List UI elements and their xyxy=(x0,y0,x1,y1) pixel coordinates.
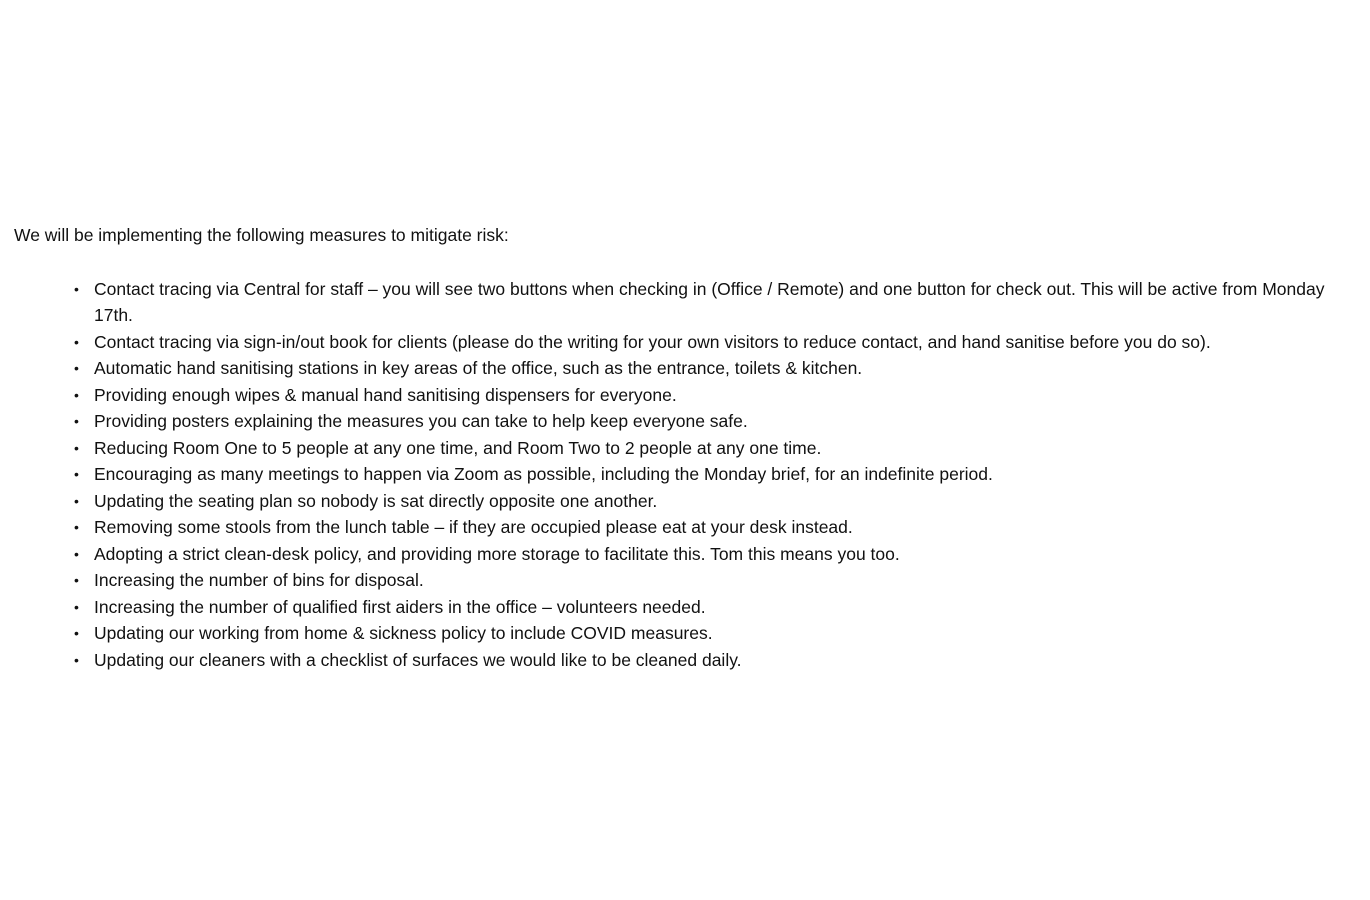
measure-item xyxy=(74,329,1359,356)
bullet-icon: • xyxy=(74,545,79,562)
measure-text: Updating our working from home & sickness policy to include COVID measures. xyxy=(94,623,713,643)
intro-text: We will be implementing the following measures to mitigate risk: xyxy=(14,225,509,245)
measure-text: Providing enough wipes & manual hand sanitising dispensers for everyone. xyxy=(94,384,677,405)
measure-text: Increasing the number of bins for disposal. xyxy=(94,570,424,590)
measure-item xyxy=(74,567,1359,594)
measure-text: Increasing the number of qualified first aiders in the office – volunteers needed. xyxy=(94,596,706,617)
bullet-icon: • xyxy=(74,598,79,615)
measure-item xyxy=(74,647,1359,674)
measure-item xyxy=(74,541,1359,568)
measure-text: Updating our cleaners with a checklist of surfaces we would like to be cleaned daily. xyxy=(94,649,742,670)
measure-text: Reducing Room One to 5 people at any one time, and Room Two to 2 people at any one time. xyxy=(94,437,822,458)
measure-item xyxy=(74,382,1359,409)
bullet-icon: • xyxy=(74,492,79,509)
bullet-icon: • xyxy=(74,466,79,482)
bullet-icon: • xyxy=(74,519,79,535)
measure-text: Encouraging as many meetings to happen via Zoom as possible, including the Monday brief, for an indefinite period. xyxy=(94,464,993,484)
measure-text: Contact tracing via sign-in/out book for clients (please do the writing for your own visitors to reduce contact, and hand sanitise before you do so). xyxy=(94,331,1211,352)
bullet-icon: • xyxy=(74,651,79,668)
bullet-icon: • xyxy=(74,625,79,641)
measures-list xyxy=(14,276,1359,674)
bullet-icon: • xyxy=(74,280,79,297)
measure-text: Automatic hand sanitising stations in key areas of the office, such as the entrance, toilets & kitchen. xyxy=(94,358,863,378)
bullet-icon: • xyxy=(74,413,79,429)
bullet-icon: • xyxy=(74,439,79,456)
bullet-icon: • xyxy=(74,333,79,350)
measure-item xyxy=(74,461,1359,488)
bullet-icon: • xyxy=(74,386,79,403)
measure-text: Contact tracing via Central for staff – you will see two buttons when checking in (Office / Remote) and one button for check out. This will be active from Monday 17th. xyxy=(94,278,1325,325)
measure-item xyxy=(74,594,1359,621)
measure-text: Providing posters explaining the measures you can take to help keep everyone safe. xyxy=(94,411,748,431)
bullet-icon: • xyxy=(74,572,79,588)
measure-text: Adopting a strict clean-desk policy, and providing more storage to facilitate this. Tom this means you too. xyxy=(94,543,900,564)
bullet-icon: • xyxy=(74,360,79,376)
measure-item xyxy=(74,514,1359,541)
measure-text: Removing some stools from the lunch table – if they are occupied please eat at your desk instead. xyxy=(94,517,853,537)
measure-item xyxy=(74,488,1359,515)
measure-item xyxy=(74,408,1359,435)
measure-item xyxy=(74,276,1359,329)
measure-item xyxy=(74,435,1359,462)
document-body xyxy=(14,222,1359,673)
measure-item xyxy=(74,355,1359,382)
measure-text: Updating the seating plan so nobody is sat directly opposite one another. xyxy=(94,490,658,511)
measure-item xyxy=(74,620,1359,647)
